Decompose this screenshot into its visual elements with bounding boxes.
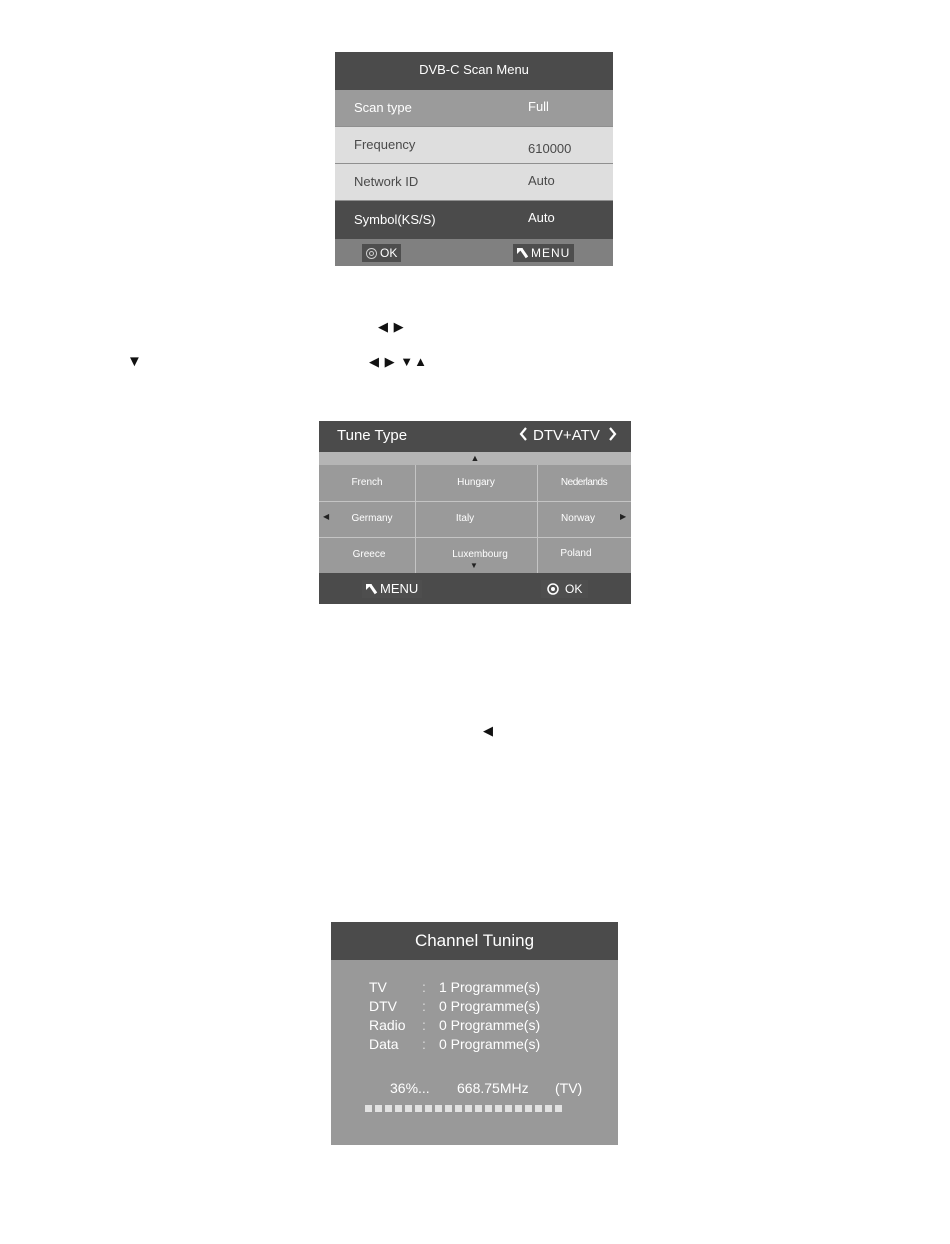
progress-segment <box>555 1105 562 1112</box>
progress-segment <box>485 1105 492 1112</box>
row-separator: : <box>422 979 426 995</box>
progress-segment <box>505 1105 512 1112</box>
country-nederlands[interactable]: Nederlands <box>560 477 608 488</box>
network-id-label: Network ID <box>354 174 419 189</box>
progress-segment <box>475 1105 482 1112</box>
frequency-value: 610000 <box>528 141 572 156</box>
progress-segment <box>435 1105 442 1112</box>
ok-key-label: OK <box>380 246 398 260</box>
back-arrow-icon <box>366 584 377 595</box>
scan-percent: 36%... <box>390 1080 430 1096</box>
left-arrow-icon: ◀ <box>483 723 494 738</box>
country-hungary[interactable]: Hungary <box>457 477 495 488</box>
chevron-left-icon[interactable] <box>519 427 529 441</box>
ok-icon <box>366 248 377 259</box>
dtv-label: DTV <box>369 998 397 1014</box>
scroll-up-icon[interactable]: ▲ <box>319 452 631 465</box>
tv-count: 1 Programme(s) <box>439 979 541 995</box>
frequency-label: Frequency <box>354 137 416 152</box>
frequency-row[interactable] <box>335 127 613 164</box>
back-arrow-icon <box>517 248 528 259</box>
progress-segment <box>415 1105 422 1112</box>
country-grid <box>319 465 631 573</box>
data-label: Data <box>369 1036 399 1052</box>
progress-segment <box>385 1105 392 1112</box>
tv-label: TV <box>369 979 387 995</box>
progress-segment <box>465 1105 472 1112</box>
ok-key-hint[interactable] <box>541 580 588 598</box>
menu-key-label: MENU <box>380 581 419 596</box>
ok-key-label: OK <box>565 582 583 596</box>
row-separator: : <box>422 1017 426 1033</box>
dvbc-menu-footer <box>335 239 613 266</box>
network-id-value: Auto <box>528 173 555 188</box>
symbol-rate-row[interactable] <box>335 201 613 239</box>
ok-icon <box>547 583 559 595</box>
tune-type-title: Tune Type <box>337 427 408 444</box>
down-arrow-icon: ▼ <box>127 353 143 370</box>
country-poland[interactable]: Poland <box>560 548 592 559</box>
scroll-down-icon[interactable]: ▼ <box>470 561 478 570</box>
progress-segment <box>365 1105 372 1112</box>
country-norway[interactable]: Norway <box>561 513 595 524</box>
scroll-left-icon[interactable]: ◀ <box>323 512 330 521</box>
ok-key-hint[interactable] <box>362 244 401 262</box>
navigation-arrows-icon: ◀ ▶ ▼▲ <box>369 354 428 369</box>
country-italy[interactable]: Italy <box>455 513 475 524</box>
symbol-rate-value: Auto <box>528 210 555 225</box>
progress-segment <box>405 1105 412 1112</box>
network-id-row[interactable] <box>335 164 613 201</box>
radio-count: 0 Programme(s) <box>439 1017 541 1033</box>
menu-key-hint[interactable] <box>513 244 574 262</box>
scan-type-value: Full <box>528 99 549 114</box>
channel-tuning-title: Channel Tuning <box>331 922 618 960</box>
country-greece[interactable]: Greece <box>352 549 386 560</box>
progress-segment <box>535 1105 542 1112</box>
dvbc-scan-menu <box>335 52 613 266</box>
tune-type-header <box>319 421 631 452</box>
scan-frequency: 668.75MHz <box>457 1080 529 1096</box>
scan-type-label: Scan type <box>354 100 412 115</box>
menu-key-label: MENU <box>531 246 571 260</box>
chevron-right-icon[interactable] <box>607 427 617 441</box>
tune-type-selector[interactable] <box>519 421 617 451</box>
country-germany[interactable]: Germany <box>351 513 393 524</box>
tune-type-value: DTV+ATV <box>533 427 600 444</box>
left-right-arrows-icon: ◀ ▶ <box>378 319 405 334</box>
channel-tuning-dialog <box>331 922 618 1145</box>
country-luxembourg[interactable]: Luxembourg <box>452 549 508 560</box>
progress-segment <box>515 1105 522 1112</box>
tune-type-footer <box>319 573 631 604</box>
scan-mode: (TV) <box>555 1080 583 1096</box>
scan-progress-bar <box>365 1105 562 1112</box>
menu-key-hint[interactable] <box>362 580 422 598</box>
country-french[interactable]: French <box>351 477 383 488</box>
progress-segment <box>495 1105 502 1112</box>
tune-type-menu <box>319 421 631 604</box>
progress-segment <box>395 1105 402 1112</box>
dvbc-menu-title: DVB-C Scan Menu <box>335 52 613 90</box>
progress-segment <box>425 1105 432 1112</box>
progress-segment <box>525 1105 532 1112</box>
radio-label: Radio <box>369 1017 406 1033</box>
scan-type-row[interactable] <box>335 90 613 127</box>
progress-segment <box>455 1105 462 1112</box>
progress-segment <box>445 1105 452 1112</box>
data-count: 0 Programme(s) <box>439 1036 541 1052</box>
progress-segment <box>545 1105 552 1112</box>
symbol-rate-label: Symbol(KS/S) <box>354 212 436 227</box>
row-separator: : <box>422 1036 426 1052</box>
scroll-right-icon[interactable]: ▶ <box>620 512 627 521</box>
dtv-count: 0 Programme(s) <box>439 998 541 1014</box>
row-separator: : <box>422 998 426 1014</box>
progress-segment <box>375 1105 382 1112</box>
